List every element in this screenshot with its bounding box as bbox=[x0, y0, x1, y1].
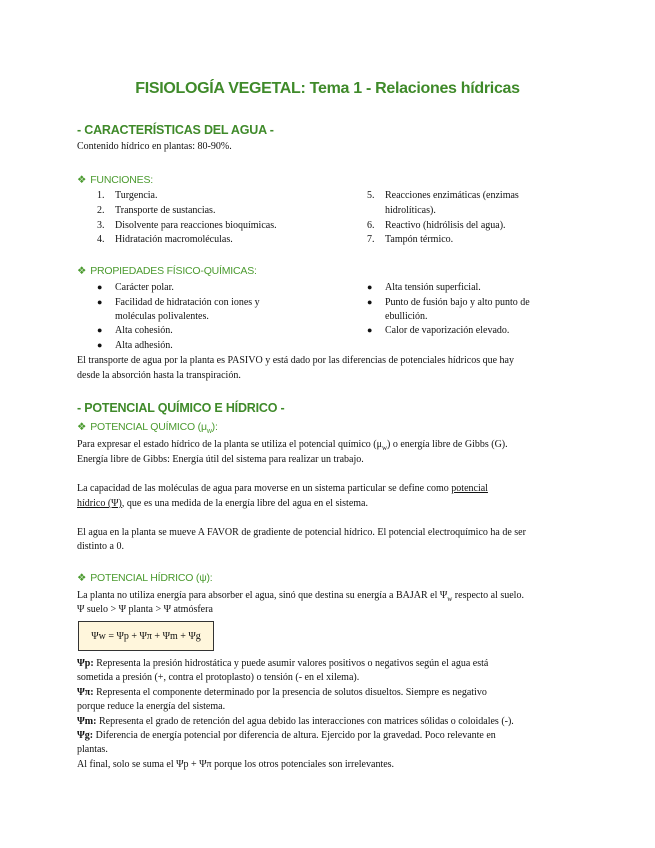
subheading-funciones bbox=[77, 174, 153, 186]
definition-psi-pi bbox=[77, 686, 487, 701]
list-item: Alta adhesión. bbox=[115, 340, 173, 351]
propiedades-label: PROPIEDADES FÍSICO-QUÍMICAS: bbox=[90, 265, 257, 277]
definition-label: Ψg: bbox=[77, 730, 94, 741]
bullet-dot-icon: ● bbox=[97, 340, 103, 350]
list-number: 2. bbox=[97, 205, 105, 216]
definition-psi-g-cont: plantas. bbox=[77, 744, 108, 755]
bullet-dot-icon: ● bbox=[97, 297, 103, 307]
paragraph-gradiente-2: distinto a 0. bbox=[77, 541, 124, 552]
text-run: Para expresar el estado hídrico de la planta se utiliza el potencial químico (μ bbox=[77, 439, 382, 450]
list-item: Alta tensión superficial. bbox=[385, 282, 481, 293]
paragraph-potencial-def-1 bbox=[77, 482, 488, 497]
list-item: Facilidad de hidratación con iones y bbox=[115, 297, 260, 308]
bullet-dot-icon: ● bbox=[97, 282, 103, 292]
definition-text: Representa la presión hidrostática y puede asumir valores positivos o negativos según el agua está bbox=[93, 658, 489, 669]
contenido-hidrico: Contenido hídrico en plantas: 80-90%. bbox=[77, 141, 232, 152]
paragraph-final: Al final, solo se suma el Ψp + Ψπ porque los otros potenciales son irrelevantes. bbox=[77, 759, 395, 770]
definition-label: Ψm: bbox=[77, 716, 97, 727]
definition-psi-g bbox=[77, 729, 496, 744]
paragraph-quimico-2: Energía libre de Gibbs: Energía útil del sistema para realizar un trabajo. bbox=[77, 454, 364, 465]
bullet-dot-icon: ● bbox=[367, 282, 373, 292]
text-run: La capacidad de las moléculas de agua para moverse en un sistema particular se define como bbox=[77, 483, 452, 494]
list-number: 6. bbox=[367, 220, 375, 231]
potencial-hidrico-label: POTENCIAL HÍDRICO (ψ): bbox=[90, 572, 213, 584]
list-number: 5. bbox=[367, 190, 375, 201]
text-run: , que es una medida de la energía libre del agua en el sistema. bbox=[121, 498, 368, 509]
bullet-dot-icon: ● bbox=[367, 325, 373, 335]
page-title: FISIOLOGÍA VEGETAL: Tema 1 - Relaciones hídricas bbox=[135, 80, 520, 97]
list-number: 3. bbox=[97, 220, 105, 231]
list-number: 1. bbox=[97, 190, 105, 201]
list-item: Disolvente para reacciones bioquímicas. bbox=[115, 220, 277, 231]
bullet-dot-icon: ● bbox=[367, 297, 373, 307]
list-number: 7. bbox=[367, 234, 375, 245]
list-item: Transporte de sustancias. bbox=[115, 205, 216, 216]
definition-label: Ψπ: bbox=[77, 687, 94, 698]
definition-psi-p bbox=[77, 657, 488, 672]
paragraph-transporte-2: desde la absorción hasta la transpiración. bbox=[77, 370, 241, 381]
list-item: Carácter polar. bbox=[115, 282, 174, 293]
potencial-quimico-label: POTENCIAL QUÍMICO (μ bbox=[90, 421, 207, 433]
subheading-potencial-hidrico bbox=[77, 572, 213, 584]
paragraph-gradiente-1: El agua en la planta se mueve A FAVOR de gradiente de potencial hídrico. El potencial electroquímico ha de ser bbox=[77, 527, 526, 538]
bullet-dot-icon: ● bbox=[97, 325, 103, 335]
diamond-sparkle-icon: ❖ bbox=[77, 421, 87, 433]
definition-psi-p-cont: sometida a presión (+, contra el protoplasto) o tensión (- en el xilema). bbox=[77, 672, 360, 683]
list-item: Alta cohesión. bbox=[115, 325, 173, 336]
text-run: La planta no utiliza energía para absorber el agua, sinó que destina su energía a BAJAR el Ψ bbox=[77, 590, 448, 601]
list-item: Reacciones enzimáticas (enzimas bbox=[385, 190, 519, 201]
paragraph-potencial-def-2 bbox=[77, 497, 368, 512]
diamond-sparkle-icon: ❖ bbox=[77, 174, 87, 186]
definition-psi-m bbox=[77, 715, 514, 730]
list-item-continuation: ebullición. bbox=[385, 311, 428, 322]
section-heading-caracteristicas: - CARACTERÍSTICAS DEL AGUA - bbox=[77, 123, 274, 137]
text-run: respecto al suelo. bbox=[452, 590, 524, 601]
formula-box: Ψw = Ψp + Ψπ + Ψm + Ψg bbox=[78, 621, 214, 651]
text-run: ) o energía libre de Gibbs (G). bbox=[387, 439, 508, 450]
list-item: Punto de fusión bajo y alto punto de bbox=[385, 297, 530, 308]
subscript: w bbox=[447, 595, 453, 603]
paragraph-hidrico-2: Ψ suelo > Ψ planta > Ψ atmósfera bbox=[77, 604, 213, 615]
underlined-term: potencial bbox=[451, 483, 488, 494]
subscript: w bbox=[381, 444, 388, 452]
subheading-propiedades bbox=[77, 265, 257, 277]
list-item: Turgencia. bbox=[115, 190, 158, 201]
funciones-label: FUNCIONES: bbox=[90, 174, 153, 186]
subheading-potencial-quimico bbox=[77, 421, 218, 435]
subscript: w bbox=[206, 428, 212, 436]
definition-psi-pi-cont: porque reduce la energía del sistema. bbox=[77, 701, 226, 712]
list-item-continuation: moléculas polivalentes. bbox=[115, 311, 209, 322]
diamond-sparkle-icon: ❖ bbox=[77, 265, 87, 277]
list-item: Tampón térmico. bbox=[385, 234, 454, 245]
definition-text: Representa el componente determinado por la presencia de solutos disueltos. Siempre es negativo bbox=[93, 687, 487, 698]
definition-text: Representa el grado de retención del agua debido las interacciones con matrices sólidas o coloidales (-). bbox=[96, 716, 514, 727]
section-heading-potencial: - POTENCIAL QUÍMICO E HÍDRICO - bbox=[77, 401, 285, 415]
list-item: Calor de vaporización elevado. bbox=[385, 325, 510, 336]
underlined-term: hídrico (Ψ) bbox=[77, 498, 122, 509]
potencial-quimico-close: ): bbox=[211, 421, 218, 433]
list-item: Hidratación macromoléculas. bbox=[115, 234, 233, 245]
list-item-continuation: hidrolíticas). bbox=[385, 205, 436, 216]
paragraph-transporte-1: El transporte de agua por la planta es PASIVO y está dado por las diferencias de potenciales hídricos que hay bbox=[77, 355, 514, 366]
definition-text: Diferencia de energía potencial por diferencia de altura. Ejercido por la gravedad. Poco relevante en bbox=[93, 730, 496, 741]
list-number: 4. bbox=[97, 234, 105, 245]
diamond-sparkle-icon: ❖ bbox=[77, 572, 87, 584]
definition-label: Ψp: bbox=[77, 658, 94, 669]
list-item: Reactivo (hidrólisis del agua). bbox=[385, 220, 506, 231]
